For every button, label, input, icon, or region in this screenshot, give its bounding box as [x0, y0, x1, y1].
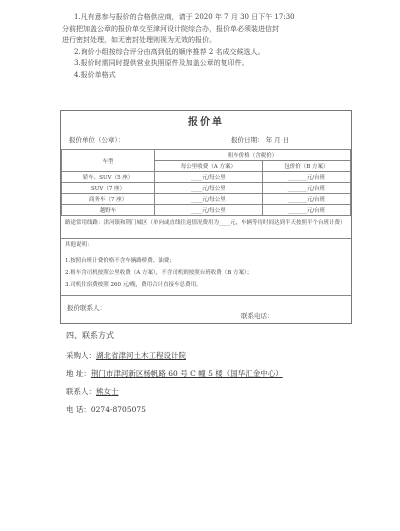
quote-form: [60, 110, 352, 324]
intro-line: 3.报价时需同时提供营业执照原件及加盖公章的复印件。: [74, 59, 249, 67]
intro-line: 4.报价单格式: [74, 70, 116, 79]
section-title: 四、联系方式: [66, 331, 114, 340]
col-a-header: 每公里收费（A 方案）: [155, 161, 263, 172]
route-note: 路途常用线路：津河镇和荆门城区（单向或直线往返情况费用为____元，车辆等待时间达到半天按照半个台班计费）: [65, 220, 346, 226]
contact-value: 熊女士: [96, 387, 119, 396]
contact-label: 地 址：: [66, 369, 91, 378]
row-a: ____元/每公里: [155, 194, 263, 205]
contact-person-label: 报价联系人：: [67, 304, 106, 312]
col-price-header: 租车价格（含税价）: [155, 150, 351, 161]
contact-line: [66, 368, 283, 379]
row-a: ____元/每公里: [155, 172, 263, 183]
row-a: ____元/每公里: [155, 183, 263, 194]
quote-date-label: 报价日期： 年 月 日: [231, 136, 290, 144]
row-b: _______元/台班: [262, 183, 350, 194]
divider: [61, 295, 351, 296]
price-table: [61, 149, 351, 216]
other-item: 2.租车含司机按照公里收费（A 方案），不含司机则按照台班收费（B 方案）；: [65, 270, 253, 276]
row-b: _______元/台班: [262, 172, 350, 183]
intro-line: 分前把加盖公章的报价单交至津河设计院综合办，报价单必须装进信封: [62, 24, 279, 33]
contact-line: [66, 350, 186, 361]
row-type: 轿车、SUV（5 座）: [62, 172, 155, 183]
contact-label: 联系人：: [66, 387, 96, 396]
divider: [61, 238, 351, 239]
quote-unit-label: 报价单位（公章）：: [69, 136, 125, 144]
contact-label: 采购人：: [66, 351, 96, 360]
other-label: 其他说明：: [65, 242, 93, 248]
row-type: SUV（7 座）: [62, 183, 155, 194]
table-row: [62, 183, 351, 194]
row-b: _______元/台班: [262, 205, 350, 216]
col-type-header: 车型: [62, 150, 155, 172]
col-b-header: 包价价（B 方案）: [262, 161, 350, 172]
contact-phone-label: 联系电话：: [241, 312, 274, 320]
table-row: [62, 194, 351, 205]
contact-line: [66, 386, 119, 397]
contact-value: 0274-8705075: [90, 405, 146, 414]
intro-line: 进行密封处理，如无密封处理则视为无效的报价。: [62, 36, 216, 44]
contact-line: [66, 404, 146, 415]
contact-value: 荆门市津河新区杨帆路 60 号 C 幢 5 楼（国华汇金中心）: [90, 369, 283, 378]
intro-text: [62, 12, 362, 81]
row-type: 商务车（7 座）: [62, 194, 155, 205]
intro-line: 2.询价小组按综合评分由高到低的顺序推荐 2 名成交候选人。: [74, 47, 265, 56]
intro-line: 1.凡有意参与报价的合格供应商，请于 2020 年 7 月 30 日下午 17:30: [74, 13, 295, 21]
row-a: ____元/每公里: [155, 205, 263, 216]
other-item: 1.按照台班计费价格不含车辆路桥费、油费；: [65, 258, 175, 264]
other-item: 3.司机住宿费按照 260 元/晚，费用合计直接车总费用。: [65, 282, 202, 288]
table-row: [62, 172, 351, 183]
row-b: _______元/台班: [262, 194, 350, 205]
contact-value: 湖北省津河土木工程设计院: [96, 351, 186, 360]
form-title: 报价单: [188, 117, 224, 128]
contact-label: 电 话：: [66, 405, 91, 414]
row-type: 越野车: [62, 205, 155, 216]
table-row: [62, 205, 351, 216]
